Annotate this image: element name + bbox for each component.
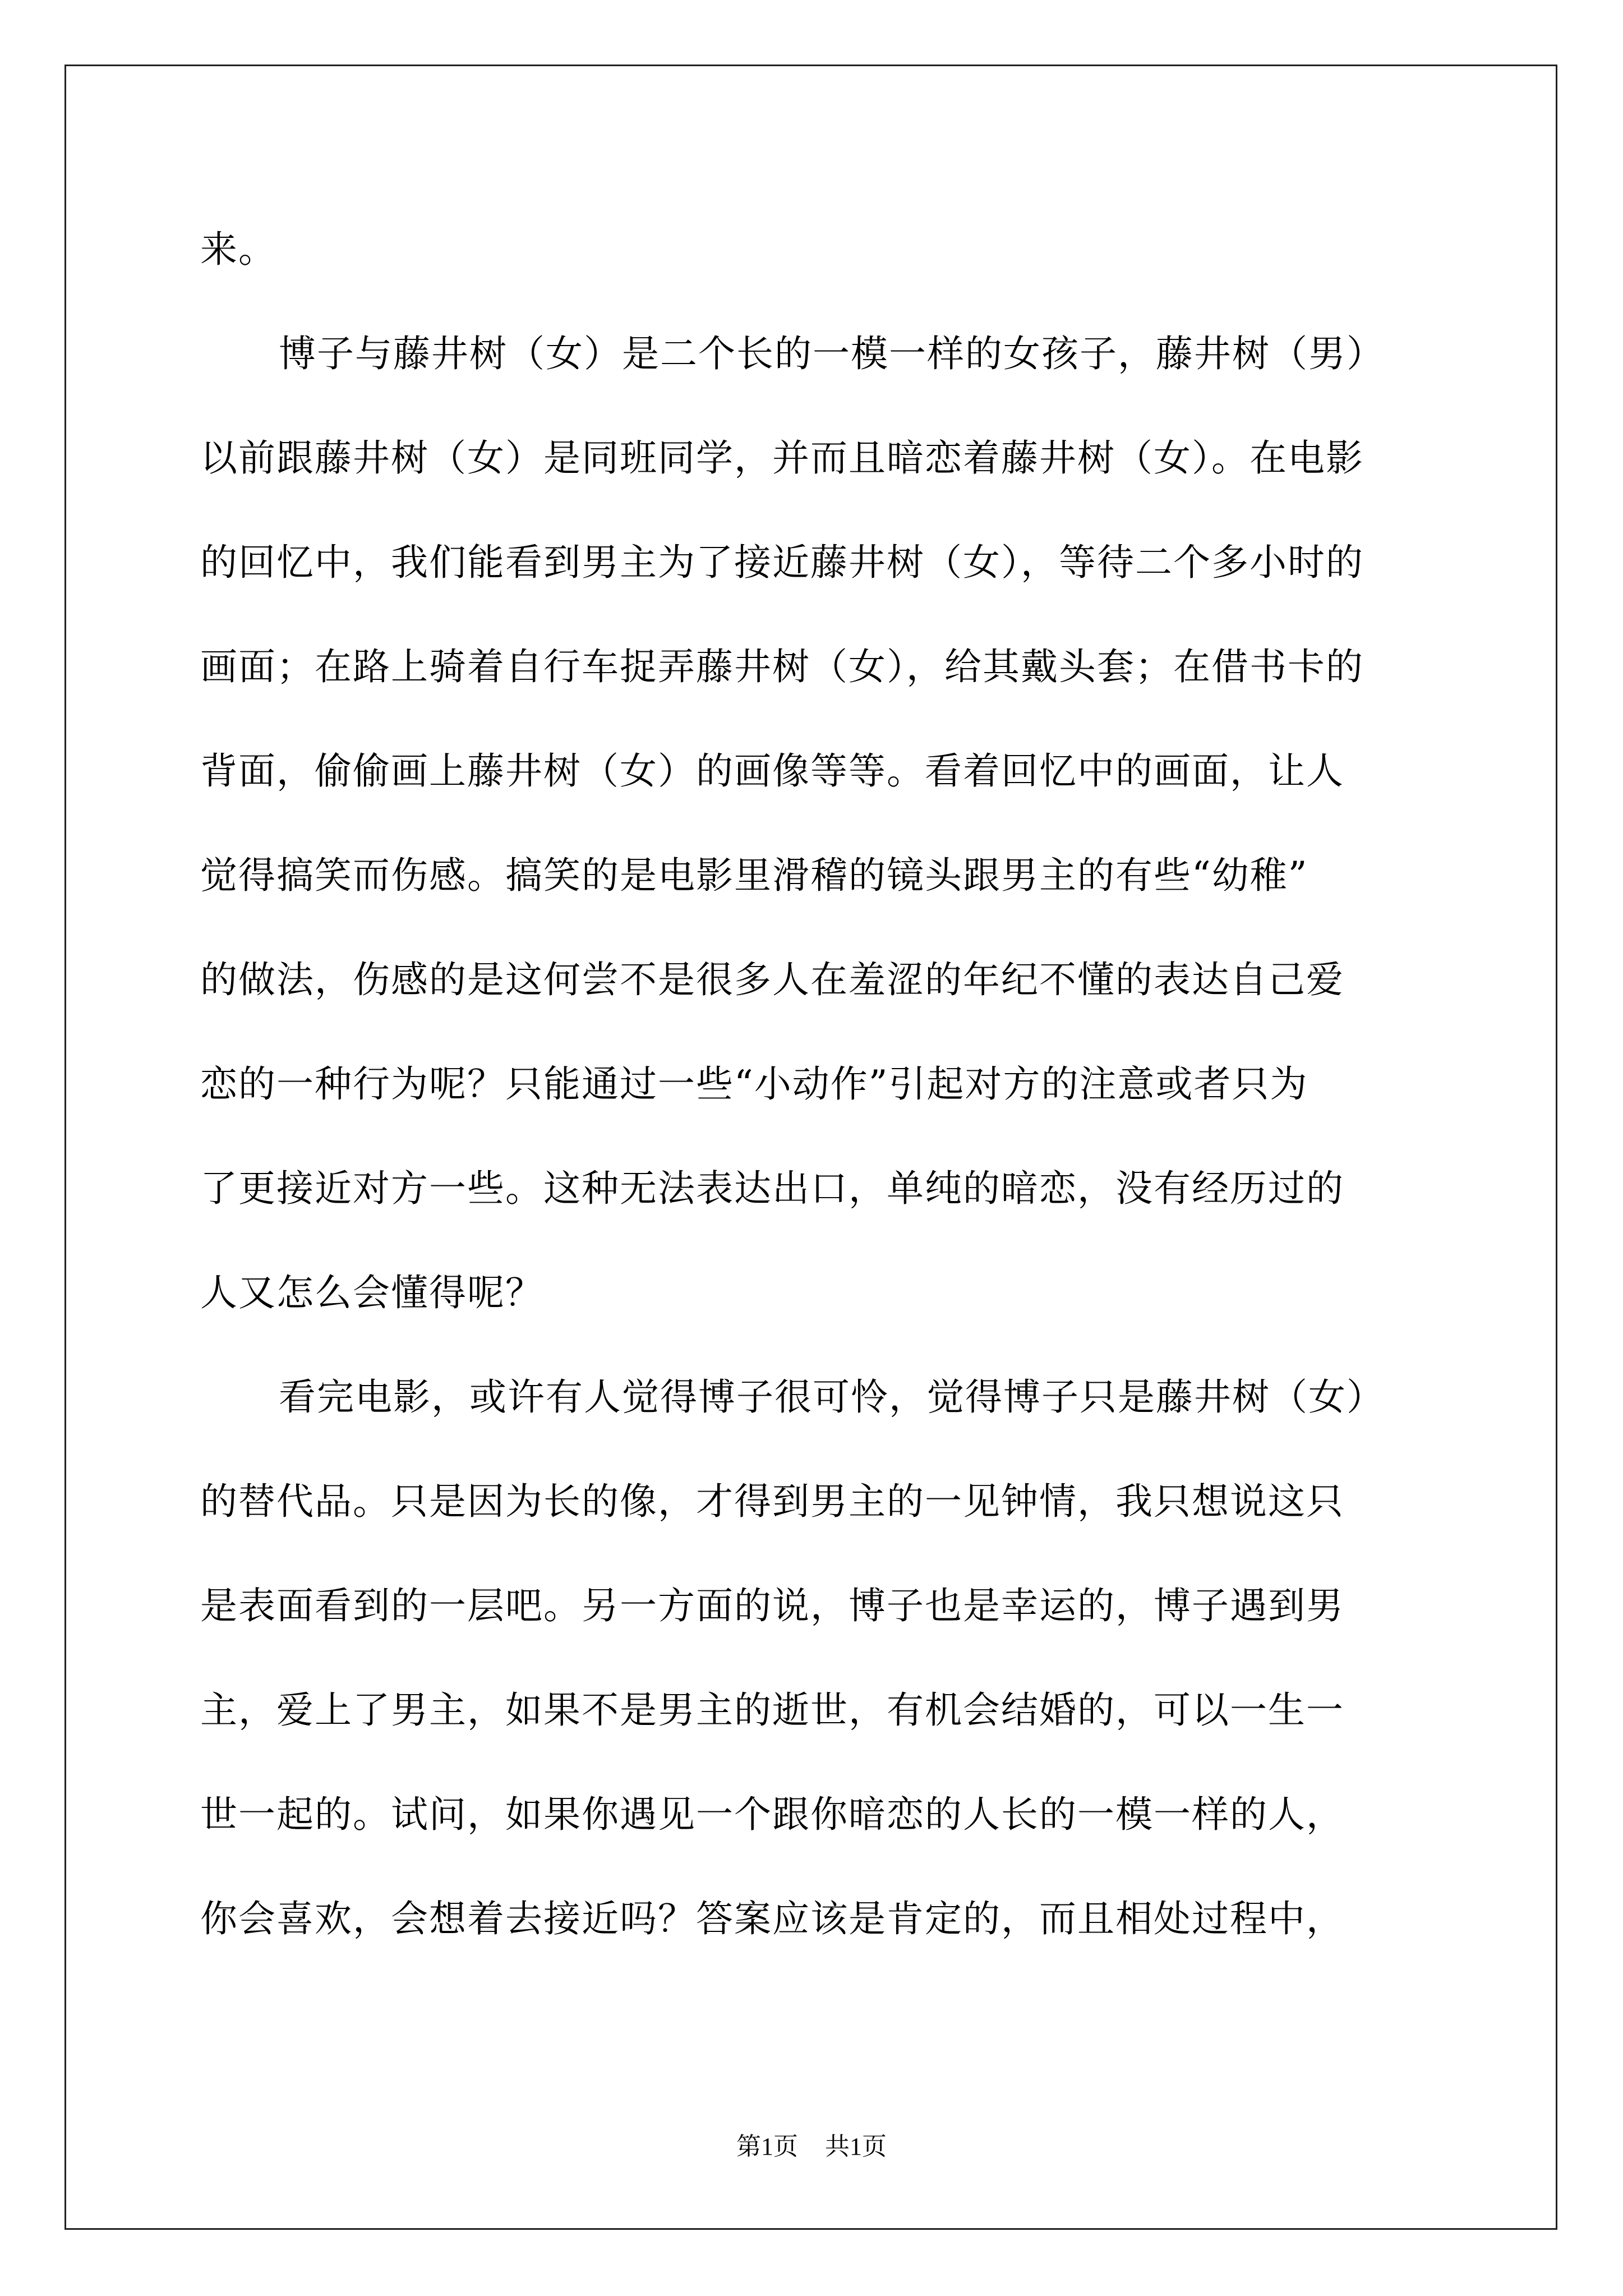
text-line: 觉得搞笑而伤感。搞笑的是电影里滑稽的镜头跟男主的有些“幼稚” — [200, 854, 1308, 897]
text-line: 了更接近对方一些。这种无法表达出口，单纯的暗恋，没有经历过的 — [200, 1167, 1344, 1210]
page-total: 共1页 — [825, 2133, 887, 2160]
page-footer — [0, 2126, 1623, 2162]
text-line: 你会喜欢，会想着去接近吗？答案应该是肯定的，而且相处过程中， — [200, 1897, 1344, 1940]
text-line: 的回忆中，我们能看到男主为了接近藤井树（女），等待二个多小时的 — [200, 541, 1364, 584]
text-line: 画面；在路上骑着自行车捉弄藤井树（女），给其戴头套；在借书卡的 — [200, 645, 1364, 688]
text-line: 是表面看到的一层吧。另一方面的说，博子也是幸运的，博子遇到男 — [200, 1584, 1344, 1627]
document-body — [200, 197, 1428, 1971]
text-line: 背面，偷偷画上藤井树（女）的画像等等。看着回忆中的画面，让人 — [200, 749, 1344, 793]
text-line: 的替代品。只是因为长的像，才得到男主的一见钟情，我只想说这只 — [200, 1480, 1344, 1523]
text-line: 主，爱上了男主，如果不是男主的逝世，有机会结婚的，可以一生一 — [200, 1688, 1344, 1732]
text-line: 以前跟藤井树（女）是同班同学，并而且暗恋着藤井树（女）。在电影 — [200, 436, 1364, 480]
text-line: 恋的一种行为呢？只能通过一些“小动作”引起对方的注意或者只为 — [200, 1062, 1308, 1106]
paragraph-start-line: 博子与藤井树（女）是二个长的一模一样的女孩子，藤井树（男） — [279, 332, 1385, 375]
text-line: 人又怎么会懂得呢？ — [200, 1271, 543, 1314]
paragraph-start-line: 看完电影，或许有人觉得博子很可怜，觉得博子只是藤井树（女） — [279, 1375, 1385, 1419]
page-number: 第1页 — [736, 2133, 798, 2160]
text-line: 来。 — [200, 228, 276, 271]
text-line: 世一起的。试问，如果你遇见一个跟你暗恋的人长的一模一样的人， — [200, 1793, 1344, 1836]
text-line: 的做法，伤感的是这何尝不是很多人在羞涩的年纪不懂的表达自己爱 — [200, 958, 1344, 1001]
